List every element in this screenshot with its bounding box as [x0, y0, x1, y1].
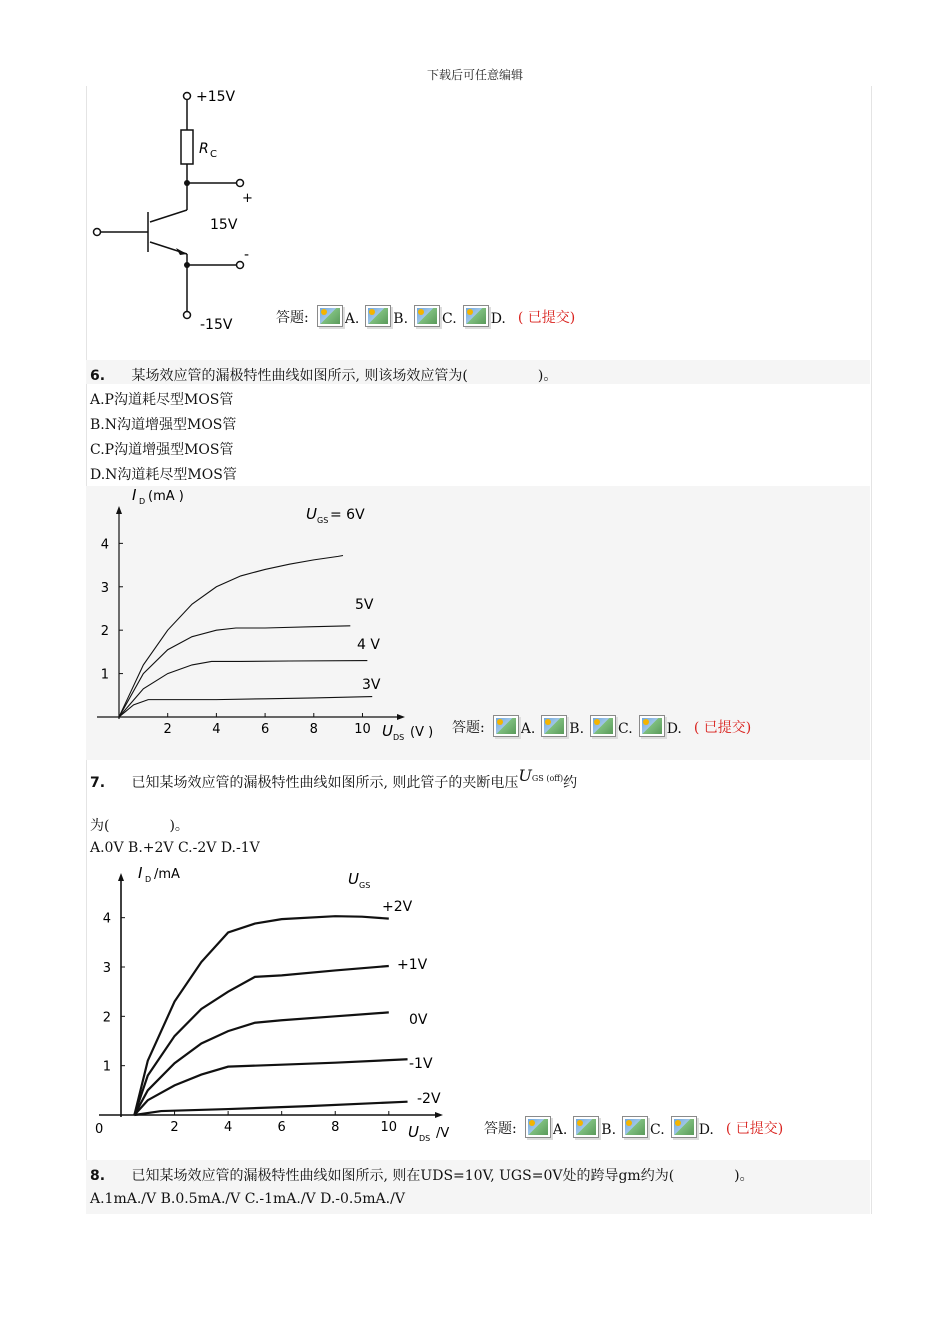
y-axis-unit: /mA [154, 867, 180, 882]
answer-label: 答题: [276, 310, 309, 326]
q6-option-d: D.N沟道耗尽型MOS管 [90, 467, 237, 483]
series-label: 0V [409, 1012, 428, 1028]
answer-row-q5 [276, 305, 575, 327]
question-6-text [90, 365, 557, 385]
legend-title-symbol: U [348, 870, 359, 888]
series-line [134, 1102, 407, 1115]
resistor-label: R [199, 141, 209, 157]
broken-image-icon [317, 305, 343, 327]
question-body-end: 约 [563, 775, 578, 791]
series-line [119, 697, 372, 717]
x-tick-label: 2 [163, 722, 172, 737]
broken-image-icon [639, 715, 665, 737]
option-label: C. [442, 311, 457, 327]
broken-image-icon [493, 715, 519, 737]
y-tick-label: 2 [102, 1010, 111, 1026]
base-terminal [94, 229, 101, 236]
top-terminal [184, 93, 191, 100]
answer-option-a[interactable] [317, 305, 360, 327]
u-symbol: U [518, 766, 532, 785]
y-tick-label: 3 [102, 961, 111, 976]
bottom-voltage-label: -15V [200, 317, 233, 333]
y-axis-unit: (mA ) [148, 489, 184, 504]
q6-option-b: B.N沟道增强型MOS管 [90, 417, 237, 433]
minus-sign: - [244, 247, 250, 263]
answer-row-q7 [484, 1116, 783, 1138]
broken-image-icon [573, 1116, 599, 1138]
question-7-line2 [90, 815, 189, 835]
question-end: )。 [537, 368, 558, 384]
question-7-text [90, 766, 578, 792]
u-subscript: GS (off) [531, 774, 564, 783]
series-label: +1V [397, 957, 428, 973]
option-label: D. [698, 1122, 714, 1138]
collector-resistor [181, 130, 193, 164]
y-axis-symbol: I [132, 486, 137, 504]
x-axis-subscript: DS [419, 1134, 431, 1143]
x-tick-label: 10 [380, 1120, 398, 1135]
x-tick-label: 2 [170, 1120, 179, 1135]
question-body: 已知某场效应管的漏极特性曲线如图所示, 则在UDS=10V, UGS=0V处的跨导gm约为( [131, 1168, 675, 1184]
fet-drain-characteristic-chart-1 [86, 486, 446, 760]
broken-image-icon [365, 305, 391, 327]
answer-option-d[interactable] [639, 715, 682, 737]
option-label: B. [393, 311, 409, 327]
series-label: = 6V [330, 507, 365, 523]
broken-image-icon [414, 305, 440, 327]
x-tick-label: 6 [277, 1120, 286, 1135]
answer-option-a[interactable] [493, 715, 536, 737]
plus-sign: + [242, 191, 253, 206]
option-label: A. [344, 311, 360, 327]
question-body: 已知某场效应管的漏极特性曲线如图所示, 则此管子的夹断电压 [131, 775, 519, 791]
answer-option-b[interactable] [365, 305, 408, 327]
y-tick-label: 4 [100, 537, 109, 553]
submitted-status: ( 已提交) [517, 310, 576, 326]
series-label: -1V [409, 1056, 433, 1072]
answer-option-b[interactable] [541, 715, 584, 737]
x-tick-label: 4 [223, 1120, 233, 1135]
option-label: B. [569, 721, 585, 737]
x-axis-symbol: U [408, 1123, 419, 1141]
question-body: 某场效应管的漏极特性曲线如图所示, 则该场效应管为( [131, 368, 468, 384]
y-tick-label: 1 [102, 1059, 111, 1075]
broken-image-icon [622, 1116, 648, 1138]
y-tick-label: 1 [100, 667, 109, 683]
answer-label: 答题: [452, 720, 485, 736]
top-voltage-label: +15V [196, 89, 236, 105]
legend-title-subscript: GS [359, 881, 371, 890]
legend-title-subscript: GS [317, 516, 329, 525]
option-label: D. [666, 721, 682, 737]
x-tick-label: 4 [212, 722, 221, 737]
submitted-status: ( 已提交) [693, 720, 752, 736]
series-line [134, 1012, 388, 1115]
answer-option-a[interactable] [525, 1116, 568, 1138]
output-minus-terminal [237, 262, 244, 269]
page-header-title: 下载后可任意编辑 [426, 68, 523, 82]
y-tick-label: 3 [100, 580, 109, 596]
x-axis-symbol: U [382, 722, 393, 740]
bottom-terminal [184, 312, 191, 319]
answer-label: 答题: [484, 1121, 517, 1137]
broken-image-icon [525, 1116, 551, 1138]
legend-title-symbol: U [306, 505, 317, 523]
series-label: 5V [355, 597, 374, 613]
x-axis-arrow [397, 714, 405, 720]
q6-option-c: C.P沟道增强型MOS管 [90, 442, 234, 458]
answer-option-c[interactable] [414, 305, 457, 327]
submitted-status: ( 已提交) [725, 1121, 784, 1137]
y-tick-label: 4 [102, 911, 111, 927]
option-label: A. [520, 721, 536, 737]
question-number: 7. [90, 775, 106, 791]
series-label: +2V [382, 899, 413, 915]
answer-option-d[interactable] [463, 305, 506, 327]
option-label: A. [552, 1122, 568, 1138]
y-axis-subscript: D [145, 875, 152, 884]
series-line [119, 661, 367, 717]
broken-image-icon [671, 1116, 697, 1138]
option-label: B. [601, 1122, 617, 1138]
answer-option-c[interactable] [590, 715, 633, 737]
output-voltage-label: 15V [210, 217, 238, 233]
question-8-text [90, 1165, 754, 1185]
q8-options: A.1mA./V B.0.5mA./V C.-1mA./V D.-0.5mA./V [90, 1191, 405, 1207]
option-label: D. [490, 311, 506, 327]
x-tick-label: 8 [309, 722, 318, 737]
series-label: 4 V [357, 637, 380, 653]
x-tick-label: 6 [260, 722, 270, 737]
x-axis-subscript: DS [393, 733, 405, 742]
y-axis-arrow [116, 506, 122, 514]
broken-image-icon [463, 305, 489, 327]
x-axis-unit: /V [436, 1126, 450, 1141]
question-number: 8. [90, 1168, 106, 1184]
option-label: C. [618, 721, 633, 737]
question-line2: 为( [90, 818, 110, 834]
x-axis-arrow [435, 1112, 443, 1118]
answer-row-q6 [452, 715, 751, 737]
broken-image-icon [590, 715, 616, 737]
resistor-subscript: C [210, 149, 217, 160]
series-label: 3V [362, 677, 381, 693]
x-axis-unit: (V ) [410, 725, 434, 740]
y-axis-arrow [118, 873, 124, 881]
option-label: C. [650, 1122, 665, 1138]
output-plus-terminal [237, 180, 244, 187]
question-line2-end: )。 [169, 818, 189, 834]
fet-drain-characteristic-chart-2 [86, 858, 476, 1148]
series-line [119, 626, 350, 717]
y-axis-subscript: D [139, 497, 146, 506]
series-label: -2V [417, 1091, 441, 1107]
q6-option-a: A.P沟道耗尽型MOS管 [90, 392, 234, 408]
y-tick-label: 2 [100, 624, 109, 640]
answer-option-c[interactable] [622, 1116, 665, 1138]
q7-options: A.0V B.+2V C.-2V D.-1V [90, 840, 260, 856]
bjt-circuit-diagram [86, 84, 286, 344]
question-end: )。 [734, 1168, 754, 1184]
x-tick-label: 8 [331, 1120, 340, 1135]
question-number: 6. [90, 368, 106, 384]
series-line [134, 966, 388, 1115]
answer-option-d[interactable] [671, 1116, 714, 1138]
origin-label: 0 [95, 1122, 104, 1137]
series-line [119, 556, 343, 717]
x-tick-label: 10 [354, 722, 371, 737]
broken-image-icon [541, 715, 567, 737]
answer-option-b[interactable] [573, 1116, 616, 1138]
y-axis-symbol: I [138, 864, 143, 882]
